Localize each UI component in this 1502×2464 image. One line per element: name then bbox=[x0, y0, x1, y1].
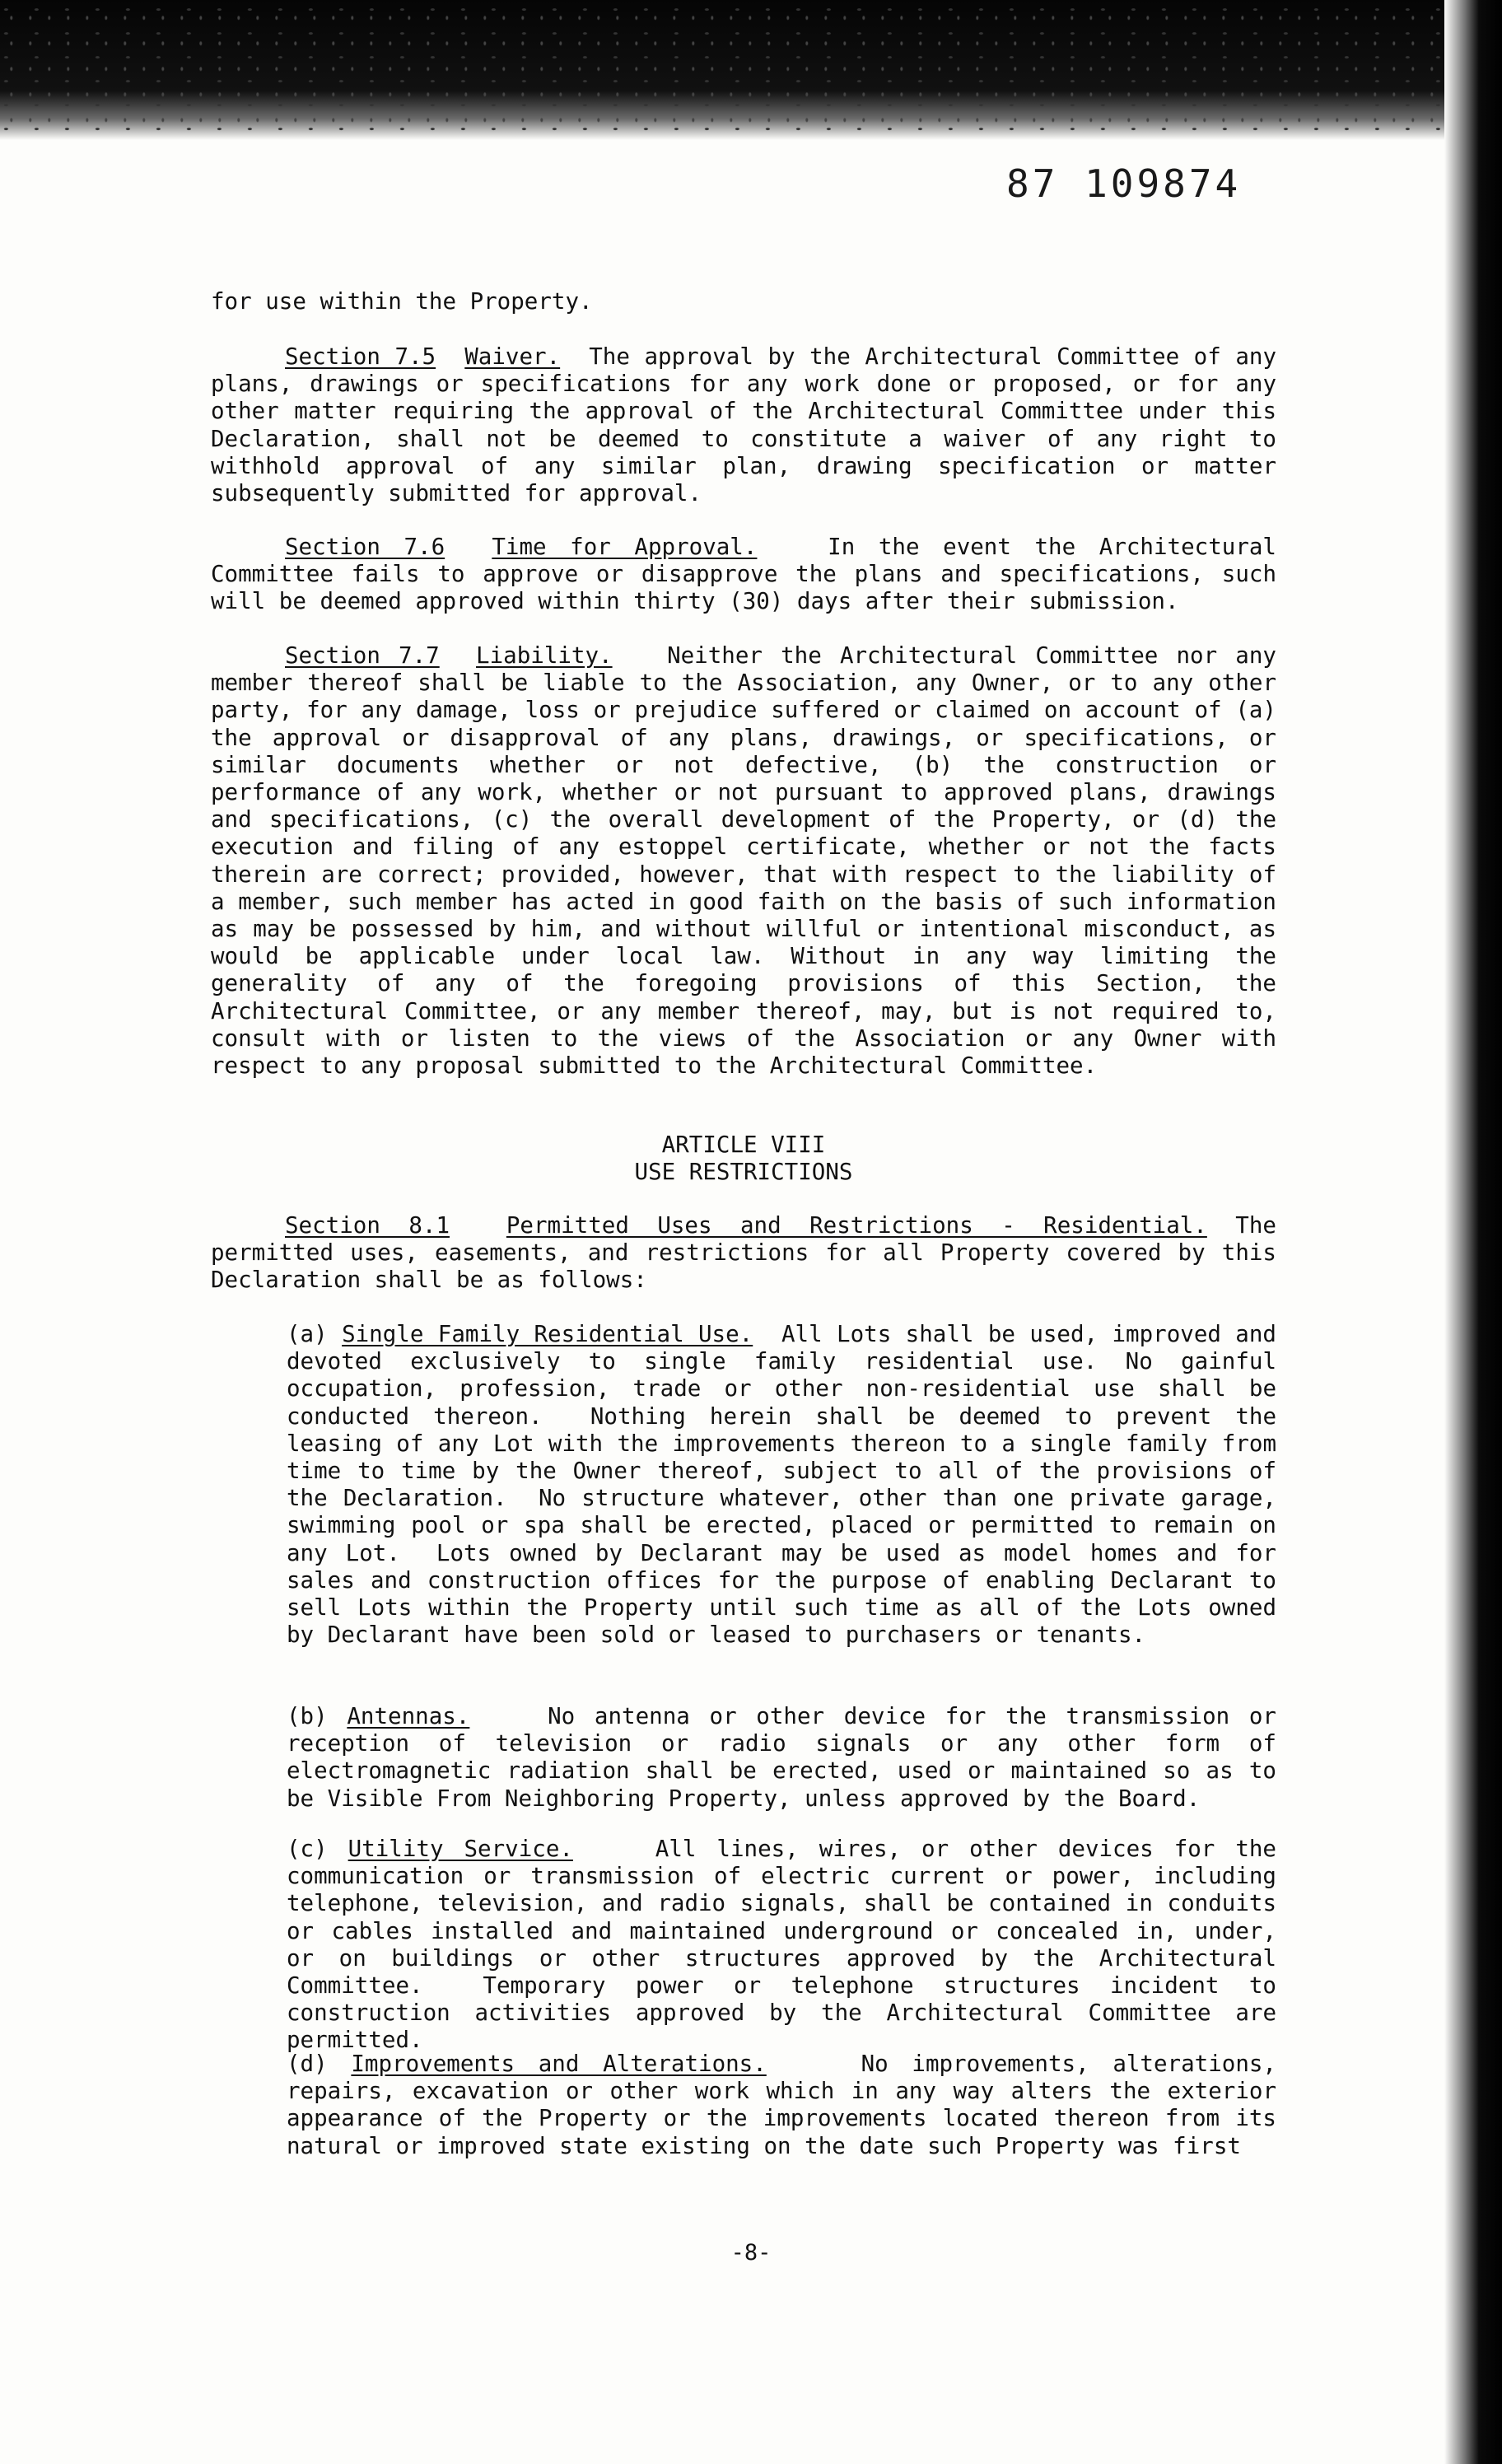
section-8-1 bbox=[211, 1212, 1290, 1295]
section-7-7 bbox=[211, 642, 1290, 1080]
page-number: -8- bbox=[730, 2240, 772, 2266]
item-body: No antenna or other device for the transmission or reception of television or radio signals or any other form of electromagnetic radiation shall be erected, used or maintained so as to be Visible From Neighboring Property, unless approved by the Board. bbox=[287, 1703, 1290, 1812]
section-number: Section 7.6 bbox=[285, 534, 445, 560]
item-title: Antennas. bbox=[347, 1703, 470, 1729]
article-title: USE RESTRICTIONS bbox=[634, 1159, 853, 1185]
section-title: Waiver. bbox=[464, 343, 561, 370]
article-number: ARTICLE VIII bbox=[661, 1132, 826, 1158]
section-body: The approval by the Architectural Committee of any plans, drawings or specifications for any work done or proposed, or for any other matter requiring the approval of the Architectural Committee under this Declaration, shall not be deemed to constitute a waiver of any right to withhold approval of any similar plan, drawing specification or matter subsequently submitted for approval. bbox=[211, 343, 1290, 507]
item-label: (b) bbox=[287, 1703, 328, 1729]
item-label: (c) bbox=[287, 1836, 328, 1862]
item-a bbox=[287, 1321, 1290, 1649]
intro-line: for use within the Property. bbox=[211, 288, 593, 315]
section-7-6 bbox=[211, 534, 1290, 616]
section-body: The permitted uses, easements, and restrictions for all Property covered by this Declaration shall be as follows: bbox=[211, 1212, 1290, 1294]
scan-border-top bbox=[0, 0, 1502, 140]
item-d bbox=[287, 2051, 1290, 2160]
item-body: All Lots shall be used, improved and devoted exclusively to single family residential use. No gainful occupation, profession, trade or other non-residential use shall be conducted thereon. Nothing herein shall be deemed to prevent the leasing of any Lot with the improvements thereon to a single family from time to time by the Owner thereof, subject to all of the provisions of the Declaration. No structure whatever, other than one private garage, swimming pool or spa shall be erected, placed or permitted to remain on any Lot. Lots owned by Declarant may be used as model homes and for sales and construction offices for the purpose of enabling Declarant to sell Lots within the Property until such time as all of the Lots owned by Declarant have been sold or leased to purchasers or tenants. bbox=[287, 1321, 1290, 1649]
section-number: Section 7.5 bbox=[285, 343, 436, 370]
section-title: Liability. bbox=[476, 642, 613, 669]
document-number: 87 109874 bbox=[1006, 161, 1242, 206]
item-body: No improvements, alterations, repairs, excavation or other work which in any way alters the exterior appearance of the Property or the improvements located thereon from its natural or improved state existing on the date such Property was first bbox=[287, 2051, 1290, 2159]
section-body: Neither the Architectural Committee nor any member thereof shall be liable to the Association, any Owner, or to any other party, for any damage, loss or prejudice suffered or claimed on account of (a) the approval or disapproval of any plans, drawings, or specifications, or similar documents whether or not defective, (b) the construction or performance of any work, whether or not pursuant to approved plans, drawings and specifications, (c) the overall development of the Property, or (d) the execution and filing of any estoppel certificate, whether or not the facts therein are correct; provided, however, that with respect to the liability of a member, such member has acted in good faith on the basis of such information as may be possessed by him, and without willful or intentional misconduct, as would be applicable under local law. Without in any way limiting the generality of any of the foregoing provisions of this Section, the Architectural Committee, or any member thereof, may, but is not required to, consult with or listen to the views of the Association or any Owner with respect to any proposal submitted to the Architectural Committee. bbox=[211, 642, 1290, 1080]
item-c bbox=[287, 1836, 1290, 2055]
item-body: All lines, wires, or other devices for the communication or transmission of electric current or power, including telephone, television, and radio signals, shall be contained in conduits or cables installed and maintained underground or concealed in, under, or on buildings or other structures approved by the Architectural Committee. Temporary power or telephone structures incident to construction activities approved by the Architectural Committee are permitted. bbox=[287, 1836, 1290, 2054]
item-b bbox=[287, 1703, 1290, 1813]
item-title: Single Family Residential Use. bbox=[342, 1321, 753, 1347]
section-number: Section 7.7 bbox=[285, 642, 440, 669]
item-label: (d) bbox=[287, 2051, 328, 2077]
item-title: Improvements and Alterations. bbox=[351, 2051, 767, 2077]
section-number: Section 8.1 bbox=[285, 1212, 450, 1239]
scan-border-right bbox=[1444, 0, 1502, 2464]
section-title: Time for Approval. bbox=[492, 534, 758, 560]
section-title: Permitted Uses and Restrictions - Residential. bbox=[506, 1212, 1207, 1239]
section-body: In the event the Architectural Committee fails to approve or disapprove the plans and specifications, such will be deemed approved within thirty (30) days after their submission. bbox=[211, 534, 1290, 615]
item-label: (a) bbox=[287, 1321, 328, 1347]
section-7-5 bbox=[211, 343, 1290, 507]
item-title: Utility Service. bbox=[348, 1836, 573, 1862]
